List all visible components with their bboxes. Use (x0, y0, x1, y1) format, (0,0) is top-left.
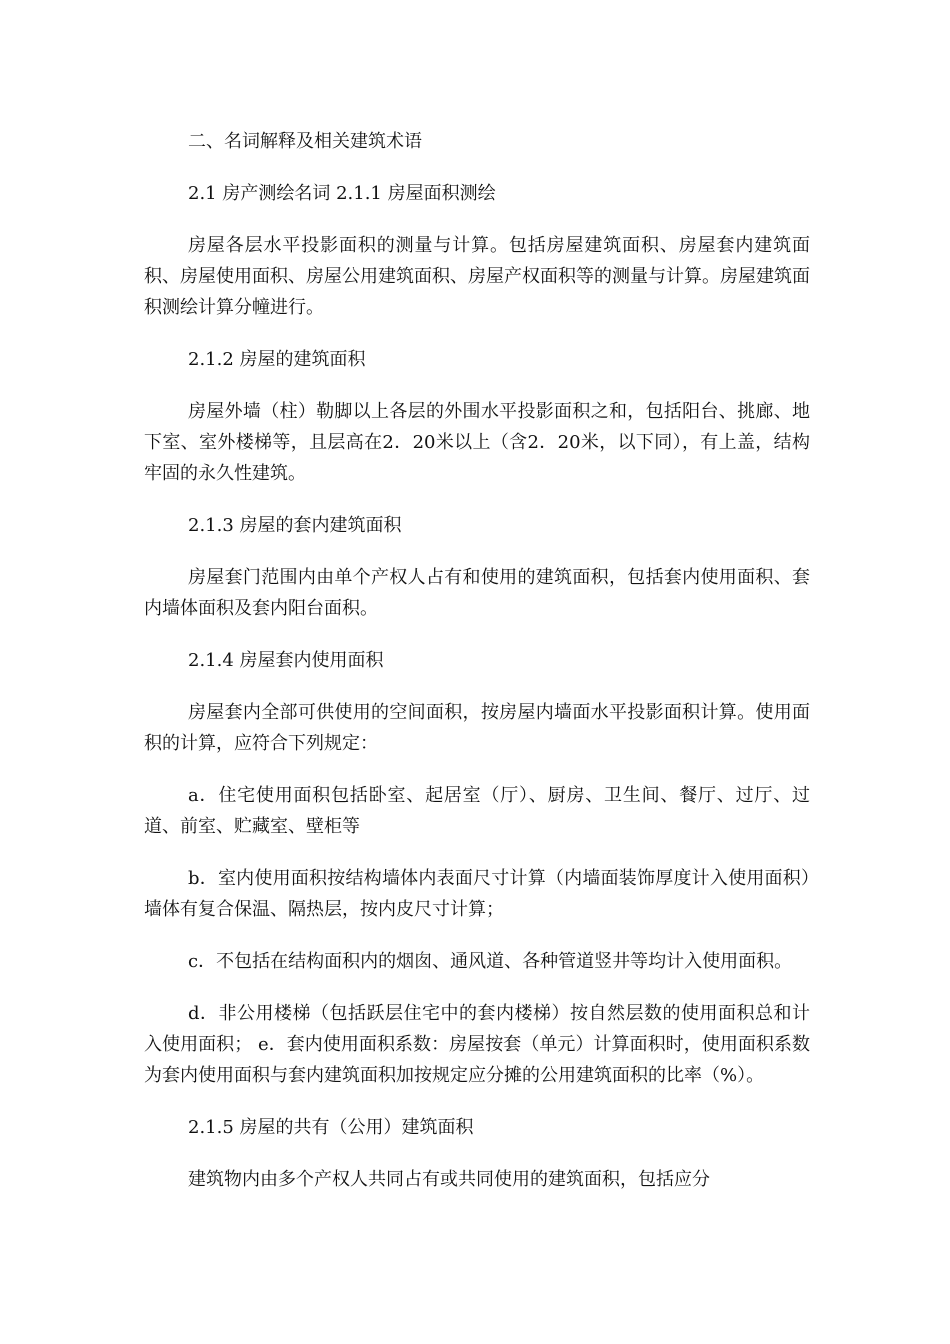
paragraph-2-1-1: 房屋各层水平投影面积的测量与计算。包括房屋建筑面积、房屋套内建筑面积、房屋使用面积、房屋公用建筑面积、房屋产权面积等的测量与计算。房屋建筑面积测绘计算分幢进行。 (144, 235, 810, 318)
list-item-d: d．非公用楼梯（包括跃层住宅中的套内楼梯）按自然层数的使用面积总和计入使用面积； e．套内使用面积系数：房屋按套（单元）计算面积时，使用面积系数为套内使用面积与套内建筑面积加按规定应分摊的公用建筑面积的比率（%）。 (144, 1003, 810, 1086)
heading-2-1: 2.1 房产测绘名词 2.1.1 房屋面积测绘 (188, 183, 496, 204)
paragraph-2-1-2: 房屋外墙（柱）勒脚以上各层的外围水平投影面积之和，包括阳台、挑廊、地下室、室外楼梯等，且层高在2．20米以上（含2．20米，以下同），有上盖，结构牢固的永久性建筑。 (144, 401, 810, 484)
heading-2-1-4: 2.1.4 房屋套内使用面积 (188, 650, 384, 671)
paragraph-2-1-4: 房屋套内全部可供使用的空间面积，按房屋内墙面水平投影面积计算。使用面积的计算，应符合下列规定： (144, 702, 810, 754)
paragraph-2-1-5: 建筑物内由多个产权人共同占有或共同使用的建筑面积，包括应分 (188, 1169, 710, 1190)
heading-2-1-2: 2.1.2 房屋的建筑面积 (188, 349, 366, 370)
heading-2-1-3: 2.1.3 房屋的套内建筑面积 (188, 515, 402, 536)
paragraph-2-1-3: 房屋套门范围内由单个产权人占有和使用的建筑面积，包括套内使用面积、套内墙体面积及套内阳台面积。 (144, 567, 810, 619)
list-item-a: a．住宅使用面积包括卧室、起居室（厅）、厨房、卫生间、餐厅、过厅、过道、前室、贮藏室、壁柜等 (144, 785, 810, 837)
list-item-b: b．室内使用面积按结构墙体内表面尺寸计算（内墙面装饰厚度计入使用面积）墙体有复合保温、隔热层，按内皮尺寸计算； (144, 868, 810, 920)
heading-2-1-5: 2.1.5 房屋的共有（公用）建筑面积 (188, 1117, 474, 1138)
list-item-c: c．不包括在结构面积内的烟囱、通风道、各种管道竖井等均计入使用面积。 (188, 951, 793, 972)
section-title: 二、名词解释及相关建筑术语 (188, 131, 422, 152)
document-body (144, 126, 810, 1216)
